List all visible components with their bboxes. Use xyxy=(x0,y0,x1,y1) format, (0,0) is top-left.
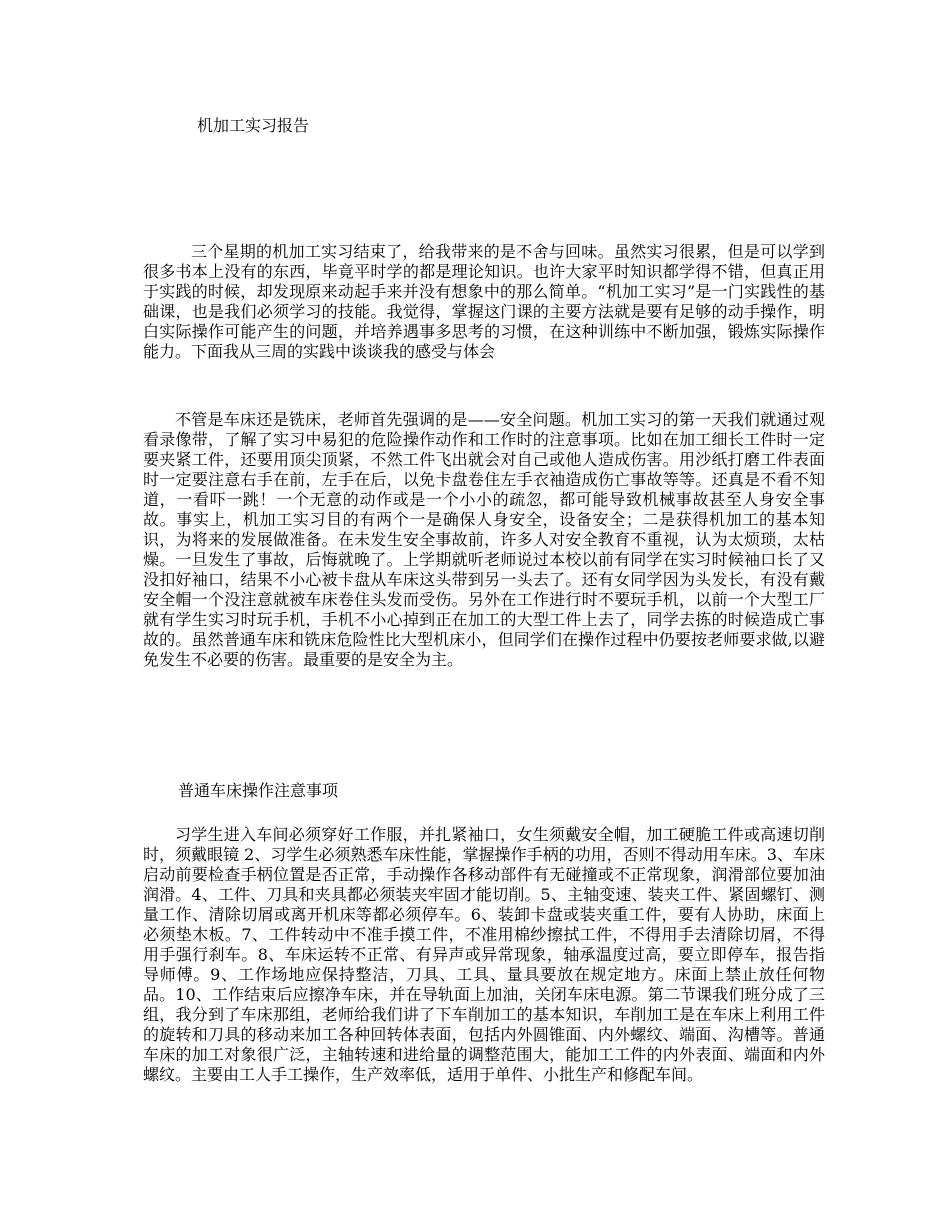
intro-paragraph: 三个星期的机加工实习结束了，给我带来的是不舍与回味。虽然实习很累，但是可以学到很多书本上没有的东西，毕竟平时学的都是理论知识。也许大家平时知识都学得不错，但真正用于实践的时候，却发现原来动起手来并没有想象中的那么简单。“机加工实习”是一门实践性的基础课，也是我们必须学习的技能。我觉得，掌握这门课的主要方法就是要有足够的动手操作，明白实际操作可能产生的问题，并培养遇事多思考的习惯，在这种训练中不断加强，锻炼实际操作能力。下面我从三周的实践中谈谈我的感受与体会 xyxy=(143,242,825,361)
lathe-rules-paragraph: 习学生进入车间必须穿好工作服，并扎紧袖口，女生须戴安全帽，加工硬脆工件或高速切削时，须戴眼镜 2、习学生必须熟悉车床性能，掌握操作手柄的功用，否则不得动用车床。3、车床启动前要检查手柄位置是否正常，手动操作各移动部件有无碰撞或不正常现象，润滑部位要加油润滑。4、工件、刀具和夹具都必须装夹牢固才能切削。5、主轴变速、装夹工件、紧固螺钉、测量工作、清除切屑或离开机床等都必须停车。6、装卸卡盘或装夹重工件，要有人协助，床面上必须垫木板。7、工件转动中不准手摸工件，不准用棉纱擦拭工件，不得用手去清除切屑，不得用手强行刹车。8、车床运转不正常、有异声或异常现象，轴承温度过高，要立即停车，报告指导师傅。9、工作场地应保持整洁，刀具、工具、量具要放在规定地方。床面上禁止放任何物品。10、工作结束后应擦净车床，并在导轨面上加油，关闭车床电源。第二节课我们班分成了三组，我分到了车床那组，老师给我们讲了下车削加工的基本知识，车削加工是在车床上利用工件的旋转和刀具的移动来加工各种回转体表面，包括内外圆锥面、内外螺纹、端面、沟槽等。普通车床的加工对象很广泛，主轴转速和进给量的调整范围大，能加工工件的内外表面、端面和内外螺纹。主要由工人手工操作，生产效率低，适用于单件、小批生产和修配车间。 xyxy=(143,825,825,1084)
document-title: 机加工实习报告 xyxy=(197,116,310,135)
safety-paragraph: 不管是车床还是铣床，老师首先强调的是——安全问题。机加工实习的第一天我们就通过观看录像带，了解了实习中易犯的危险操作动作和工作时的注意事项。比如在加工细长工件时一定要夹紧工件，还要用顶尖顶紧，不然工件飞出就会对自己或他人造成伤害。用沙纸打磨工件表面时一定要注意右手在前，左手在后，以免卡盘卷住左手衣袖造成伤亡事故等等。还真是不看不知道，一看吓一跳！一个无意的动作或是一个小小的疏忽，都可能导致机械事故甚至人身安全事故。事实上，机加工实习目的有两个一是确保人身安全，设备安全；二是获得机加工的基本知识，为将来的发展做准备。在未发生安全事故前，许多人对安全教育不重视，认为太烦琐，太枯燥。一旦发生了事故，后悔就晚了。上学期就听老师说过本校以前有同学在实习时候袖口长了又没扣好袖口，结果不小心被卡盘从车床这头带到另一头去了。还有女同学因为头发长，有没有戴安全帽一个没注意就被车床卷住头发而受伤。另外在工作进行时不要玩手机，以前一个大型工厂就有学生实习时玩手机，手机不小心掉到正在加工的大型工件上去了，同学去拣的时候造成亡事故的。虽然普通车床和铣床危险性比大型机床小，但同学们在操作过程中仍要按老师要求做,以避免发生不必要的伤害。最重要的是安全为主。 xyxy=(143,410,825,669)
section-heading: 普通车床操作注意事项 xyxy=(178,781,339,800)
